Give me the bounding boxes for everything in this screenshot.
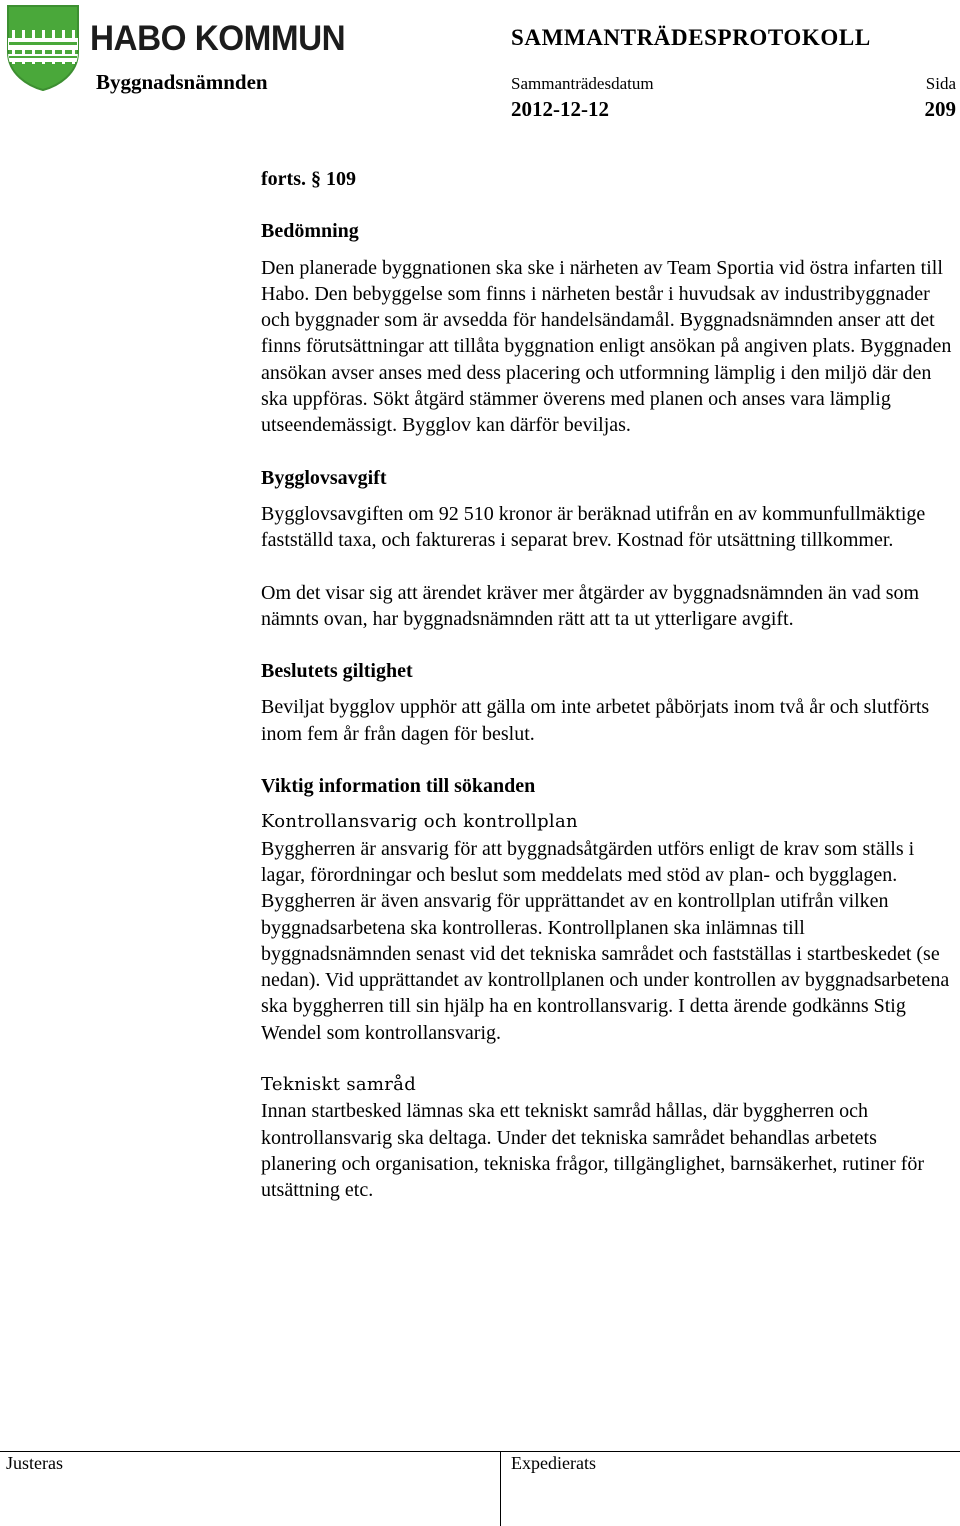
page-label: Sida (925, 74, 956, 93)
fee-paragraph: Bygglovsavgiften om 92 510 kronor är beräknad utifrån en av kommunfullmäktige fastställd taxa, och faktureras i separat brev. Kostnad för utsättning tillkommer. (261, 502, 926, 552)
footer-column-divider (500, 1451, 501, 1526)
habo-coat-of-arms-icon (6, 4, 80, 92)
assessment-paragraph: Den planerade byggnationen ska ske i närheten av Team Sportia vid östra infarten till Habo. Den bebyggelse som finns i närheten består i huvudsak av industribyggnader och byggnader som är avsedda för handelsändamål. Byggnadsnämnden anser att det finns förutsättningar att tillåta byggnation enligt ansökan på angiven plats. Byggnaden ansökan avser anses med dess placering och utformning lämplig i den miljö där den ska uppföras. Sökt åtgärd stämmer överens med planen och anses vara lämplig utseendemässigt. Bygglov kan därför beviljas. (261, 256, 952, 437)
section-reference: forts. § 109 (261, 168, 356, 190)
assessment-heading: Bedömning (261, 220, 359, 243)
committee-name: Byggnadsnämnden (96, 70, 268, 94)
meeting-date-value: 2012-12-12 (511, 97, 609, 121)
justeras-label: Justeras (6, 1453, 63, 1473)
fee-heading: Bygglovsavgift (261, 466, 387, 489)
document-title: SAMMANTRÄDESPROTOKOLL (511, 25, 871, 50)
validity-heading: Beslutets giltighet (261, 660, 413, 683)
page-number: 209 (924, 97, 956, 121)
footer-divider-line (0, 1451, 960, 1452)
control-paragraph: Byggherren är ansvarig för att byggnadsåtgärden utförs enligt de krav som ställs i lagar, förordningar och beslut som meddelats med stöd av plan- och bygglagen. Byggherren är även ansvarig för upprättandet av en kontrollplan utifrån vilken byggnadsarbetena ska kontrolleras. Kontrollplanen ska inlämnas till byggnadsnämnden senast vid det tekniska samrådet och fastställas i startbeskedet (se nedan). Vid upprättandet av kontrollplanen och under kontrollen av byggnadsarbetena ska byggherren till sin hjälp ha en kontrollansvarig. I detta ärende godkänns Stig Wendel som kontrollansvarig. (261, 837, 950, 1044)
technical-consultation-subheading: Tekniskt samråd (261, 1074, 417, 1096)
meeting-date-label: Sammanträdesdatum (511, 74, 654, 93)
organization-name: HABO KOMMUN (90, 19, 346, 58)
applicant-info-heading: Viktig information till sökanden (261, 775, 536, 798)
validity-paragraph: Beviljat bygglov upphör att gälla om inte arbetet påbörjats inom två år och slutförts inom fem år från dagen för beslut. (261, 696, 930, 745)
expedierats-label: Expedierats (511, 1453, 596, 1473)
protocol-body (261, 166, 956, 1204)
technical-consultation-paragraph: Innan startbesked lämnas ska ett tekniskt samråd hållas, där byggherren och kontrollansvarig ska deltaga. Under det tekniska samrådet behandlas arbetets planering och organisation, tekniska frågor, tillgänglighet, barnsäkerhet, rutiner för utsättning etc. (261, 1100, 925, 1202)
control-subheading: Kontrollansvarig och kontrollplan (261, 811, 578, 833)
additional-fee-paragraph: Om det visar sig att ärendet kräver mer åtgärder av byggnadsnämnden än vad som nämnts ovan, har byggnadsnämnden rätt att ta ut ytterligare avgift. (261, 581, 920, 630)
